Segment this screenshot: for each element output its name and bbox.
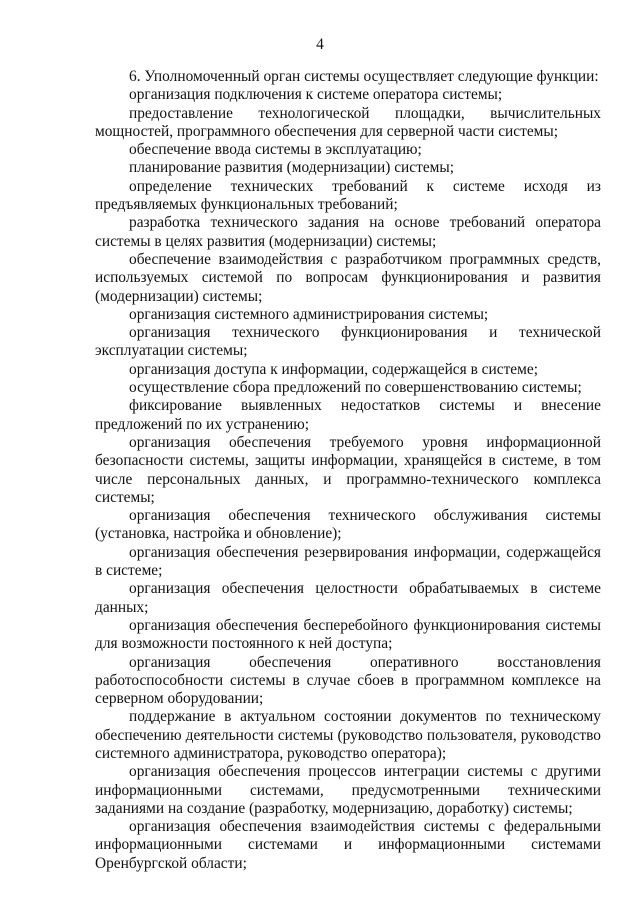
paragraph: организация обеспечения оперативного восстановления работоспособности системы в случае сбоев в программном комплексе на серверном оборудовании;	[95, 653, 601, 708]
paragraph: организация обеспечения бесперебойного функционирования системы для возможности постоянного к ней доступа;	[95, 616, 601, 653]
paragraph: организация обеспечения целостности обрабатываемых в системе данных;	[95, 580, 601, 616]
paragraph: планирование развития (модернизации) системы;	[129, 159, 455, 177]
paragraph: организация обеспечения требуемого уровня информационной безопасности системы, защиты информации, хранящейся в системе, в том числе персональных данных, и программно-технического комплекса системы;	[95, 433, 601, 506]
paragraph: организация обеспечения взаимодействия системы с федеральными информационными системами и информационными системами Оренбургской области;	[95, 818, 601, 872]
paragraph: осуществление сбора предложений по совершенствованию системы;	[129, 379, 582, 397]
paragraph: организация обеспечения процессов интеграции системы с другими информационными системами, предусмотренными техническими заданиями на создание (разработку, модернизацию, доработку) системы;	[95, 763, 601, 817]
paragraph: организация доступа к информации, содержащейся в системе;	[129, 360, 538, 378]
paragraph: 6. Уполномоченный орган системы осуществляет следующие функции:	[129, 68, 599, 85]
paragraph: поддержание в актуальном состоянии документов по техническому обеспечению деятельности системы (руководство пользователя, руководство системного администратора, руководство оператора);	[95, 708, 601, 762]
paragraph: определение технических требований к системе исходя из предъявляемых функциональных требований;	[95, 177, 601, 214]
page-number: 4	[316, 36, 324, 53]
paragraph: организация системного администрирования системы;	[129, 305, 489, 323]
paragraph: разработка технического задания на основе требований оператора системы в целях развития (модернизации) системы;	[95, 214, 601, 250]
paragraph: предоставление технологической площадки, вычислительных мощностей, программного обеспечения для серверной части системы;	[95, 104, 601, 140]
paragraph: обеспечение взаимодействия с разработчиком программных средств, используемых системой по вопросам функционирования и развития (модернизации) системы;	[95, 250, 601, 305]
paragraph: организация технического функционирования и технической эксплуатации системы;	[95, 324, 601, 360]
paragraph: обеспечение ввода системы в эксплуатацию;	[129, 141, 422, 159]
paragraph: организация обеспечения технического обслуживания системы (установка, настройка и обновление);	[95, 507, 601, 543]
paragraph: фиксирование выявленных недостатков системы и внесение предложений по их устранению;	[95, 397, 601, 433]
document-body	[95, 68, 601, 873]
paragraph: организация подключения к системе оператора системы;	[129, 86, 503, 104]
paragraph: организация обеспечения резервирования информации, содержащейся в системе;	[95, 543, 601, 580]
